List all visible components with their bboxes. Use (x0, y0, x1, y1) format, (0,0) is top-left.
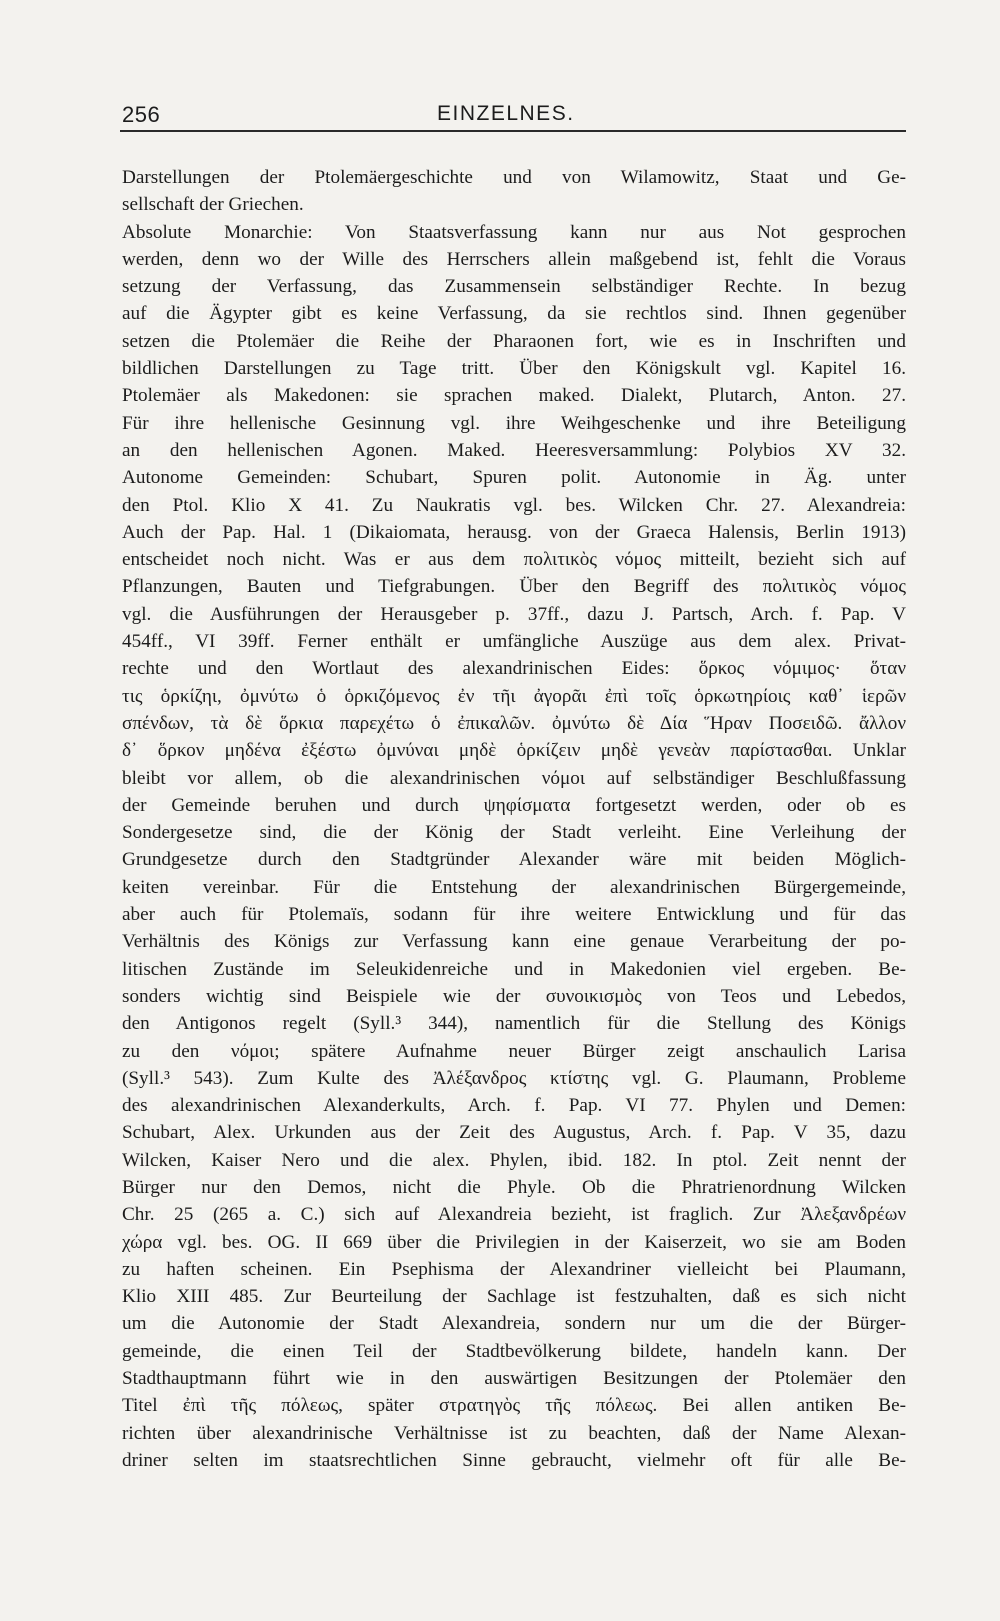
text-line: zu den νόμοι; spätere Aufnahme neuer Bürger zeigt anschaulich Larisa (122, 1040, 906, 1062)
text-line: sonders wichtig sind Beispiele wie der συνοικισμὸς von Teos und Lebedos, (122, 985, 906, 1007)
text-line: den Antigonos regelt (Syll.³ 344), namentlich für die Stellung des Königs (122, 1013, 906, 1035)
text-line: Chr. 25 (265 a. C.) sich auf Alexandreia bezieht, ist fraglich. Zur Ἀλεξανδρέων (122, 1204, 906, 1226)
text-line: rechte und den Wortlaut des alexandrinischen Eides: ὅρκος νόμιμος· ὅταν (122, 658, 906, 680)
text-line: Sondergesetze sind, die der König der Stadt verleiht. Eine Verleihung der (122, 822, 906, 844)
text-line: Verhältnis des Königs zur Verfassung kann eine genaue Verarbeitung der po- (122, 931, 906, 953)
text-line: Für ihre hellenische Gesinnung vgl. ihre Weihgeschenke und ihre Beteiligung (122, 412, 906, 434)
text-line: Auch der Pap. Hal. 1 (Dikaiomata, herausg. von der Graeca Halensis, Berlin 1913) (122, 521, 906, 543)
text-line: σπένδων, τὰ δὲ ὅρκια παρεχέτω ὁ ἐπικαλῶν. ὀμνύτω δὲ Δία Ἥραν Ποσειδῶ. ἄλλον (122, 712, 906, 734)
header-rule (120, 130, 906, 132)
text-line: gemeinde, die einen Teil der Stadtbevölkerung bildete, handeln kann. Der (122, 1340, 906, 1362)
text-line: χώρα vgl. bes. OG. II 669 über die Privilegien in der Kaiserzeit, wo sie am Boden (122, 1231, 906, 1253)
text-line: an den hellenischen Agonen. Maked. Heeresversammlung: Polybios XV 32. (122, 439, 906, 461)
text-line: Grundgesetze durch den Stadtgründer Alexander wäre mit beiden Möglich- (122, 849, 906, 871)
text-line: Pflanzungen, Bauten und Tiefgrabungen. Über den Begriff des πολιτικὸς νόμος (122, 576, 906, 598)
text-line: zu haften scheinen. Ein Psephisma der Alexandriner vielleicht bei Plaumann, (122, 1258, 906, 1280)
text-line: sellschaft der Griechen. (122, 194, 304, 216)
text-line: Autonome Gemeinden: Schubart, Spuren polit. Autonomie in Äg. unter (122, 467, 906, 489)
body-text (122, 164, 906, 1474)
text-line: δ᾽ ὅρκον μηδένα ἐξέστω ὀμνύναι μηδὲ ὁρκίζειν μηδὲ γενεὰν παρίστασθαι. Unklar (122, 740, 906, 762)
text-line: Darstellungen der Ptolemäergeschichte und von Wilamowitz, Staat und Ge- (122, 167, 906, 188)
text-line: Wilcken, Kaiser Nero und die alex. Phylen, ibid. 182. In ptol. Zeit nennt der (122, 1149, 906, 1171)
text-line: (Syll.³ 543). Zum Kulte des Ἀλέξανδρος κτίστης vgl. G. Plaumann, Probleme (122, 1067, 906, 1089)
text-line: setzung der Verfassung, das Zusammensein selbständiger Rechte. In bezug (122, 276, 906, 298)
text-line: richten über alexandrinische Verhältnisse ist zu beachten, daß der Name Alexan- (122, 1422, 906, 1444)
text-line: Bürger nur den Demos, nicht die Phyle. Ob die Phratrienordnung Wilcken (122, 1176, 906, 1198)
text-line: litischen Zustände im Seleukidenreiche und in Makedonien viel ergeben. Be- (122, 958, 906, 980)
text-line: keiten vereinbar. Für die Entstehung der alexandrinischen Bürgergemeinde, (122, 876, 906, 898)
page-header (120, 100, 906, 130)
text-line: Stadthauptmann führt wie in den auswärtigen Besitzungen der Ptolemäer den (122, 1368, 906, 1390)
text-line: driner selten im staatsrechtlichen Sinne gebraucht, vielmehr oft für alle Be- (122, 1449, 906, 1471)
text-line: der Gemeinde beruhen und durch ψηφίσματα fortgesetzt werden, oder ob es (122, 794, 906, 816)
text-line: auf die Ägypter gibt es keine Verfassung, da sie rechtlos sind. Ihnen gegenüber (122, 303, 906, 325)
text-line: Ptolemäer als Makedonen: sie sprachen maked. Dialekt, Plutarch, Anton. 27. (122, 385, 906, 407)
text-line: vgl. die Ausführungen der Herausgeber p. 37ff., dazu J. Partsch, Arch. f. Pap. V (122, 603, 906, 625)
text-line: 454ff., VI 39ff. Ferner enthält er umfängliche Auszüge aus dem alex. Privat- (122, 631, 906, 653)
text-line: Absolute Monarchie: Von Staatsverfassung kann nur aus Not gesprochen (122, 221, 906, 243)
text-line: entscheidet noch nicht. Was er aus dem πολιτικὸς νόμος mitteilt, bezieht sich auf (122, 549, 906, 571)
text-line: aber auch für Ptolemaïs, sodann für ihre weitere Entwicklung und für das (122, 904, 906, 926)
text-line: setzen die Ptolemäer die Reihe der Pharaonen fort, wie es in Inschriften und (122, 330, 906, 352)
text-line: Titel ἐπὶ τῆς πόλεως, später στρατηγὸς τῆς πόλεως. Bei allen antiken Be- (122, 1395, 906, 1417)
page-number: 256 (122, 102, 161, 127)
text-line: den Ptol. Klio X 41. Zu Naukratis vgl. bes. Wilcken Chr. 27. Alexandreia: (122, 494, 906, 516)
text-line: werden, denn wo der Wille des Herrschers allein maßgebend ist, fehlt die Voraus (122, 248, 906, 270)
text-line: um die Autonomie der Stadt Alexandreia, sondern nur um die der Bürger- (122, 1313, 906, 1335)
text-line: bildlichen Darstellungen zu Tage tritt. Über den Königskult vgl. Kapitel 16. (122, 358, 906, 380)
text-line: Klio XIII 485. Zur Beurteilung der Sachlage ist festzuhalten, daß es sich nicht (122, 1286, 906, 1308)
text-line: bleibt vor allem, ob die alexandrinischen νόμοι auf selbständiger Beschlußfassung (122, 767, 906, 789)
text-line: τις ὁρκίζηι, ὀμνύτω ὁ ὁρκιζόμενος ἐν τῆι ἀγορᾶι ἐπὶ τοῖς ὁρκωτηρίοις καθ᾽ ἱερῶν (122, 685, 906, 707)
text-line: des alexandrinischen Alexanderkults, Arch. f. Pap. VI 77. Phylen und Demen: (122, 1095, 906, 1117)
text-line: Schubart, Alex. Urkunden aus der Zeit des Augustus, Arch. f. Pap. V 35, dazu (122, 1122, 906, 1144)
running-title: EINZELNES. (437, 102, 575, 125)
